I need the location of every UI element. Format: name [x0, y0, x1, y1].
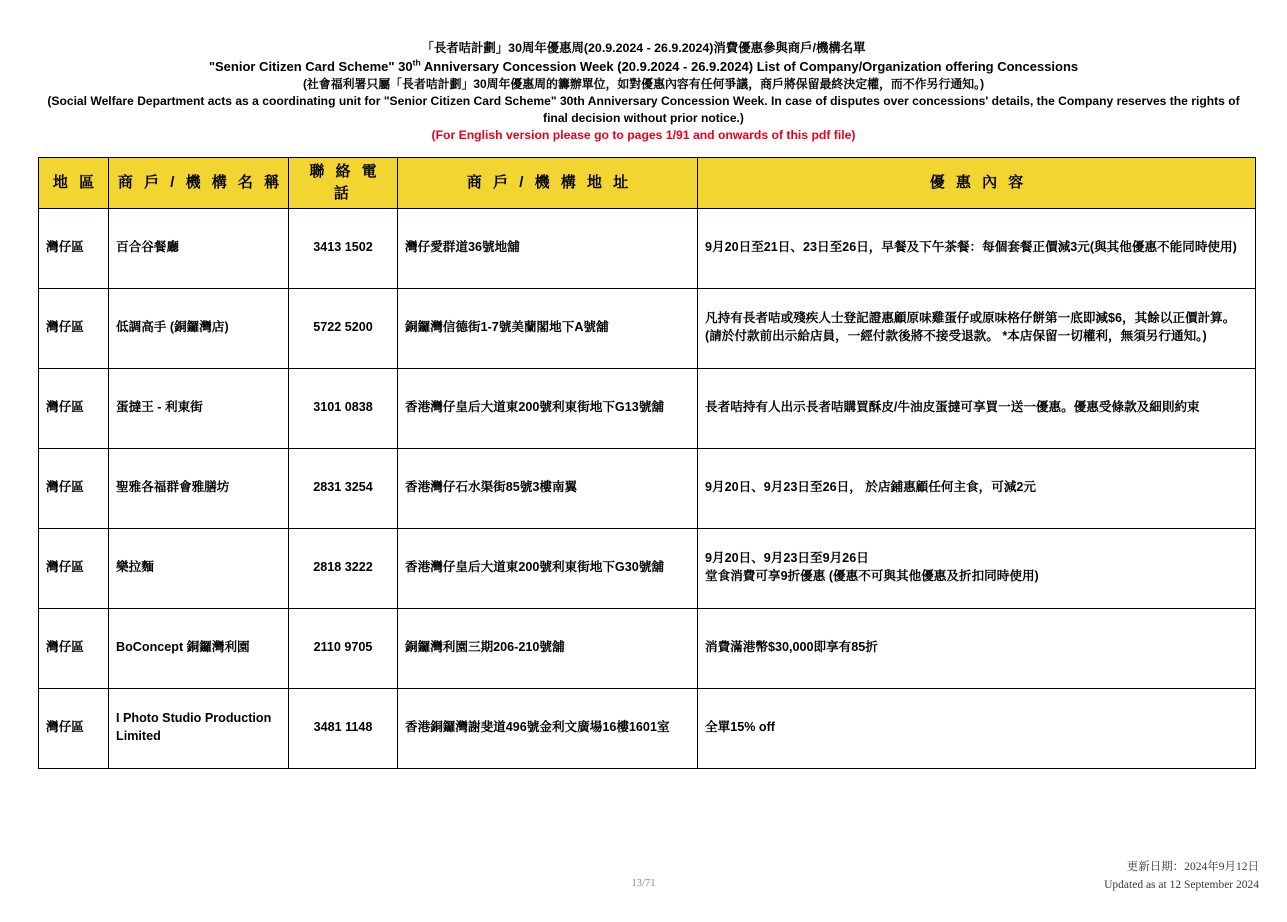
table-header-row [39, 157, 1256, 208]
cell-district: 灣仔區 [39, 448, 109, 528]
table-header [39, 157, 1256, 208]
concession-listing-table [38, 157, 1256, 769]
header-title-english [28, 58, 1259, 76]
cell-district: 灣仔區 [39, 368, 109, 448]
cell-address: 香港灣仔石水渠街85號3樓南翼 [398, 448, 698, 528]
cell-contact-phone: 3481 1148 [289, 688, 398, 768]
cell-district: 灣仔區 [39, 688, 109, 768]
table-row [39, 208, 1256, 288]
cell-offer-details: 長者咭持有人出示長者咭購買酥皮/牛油皮蛋撻可享買一送一優惠。優惠受條款及細則約束 [698, 368, 1256, 448]
column-header-contact-phone: 聯 絡 電 話 [289, 157, 398, 208]
table-row [39, 288, 1256, 368]
cell-company-name: 百合谷餐廳 [109, 208, 289, 288]
cell-company-name: 樂拉麵 [109, 528, 289, 608]
header-note-english-version-link: (For English version please go to pages 1/91 and onwards of this pdf file) [431, 128, 856, 143]
header-title-english-before: "Senior Citizen Card Scheme" 30 [208, 58, 413, 74]
column-header-address: 商 戶 / 機 構 地 址 [398, 157, 698, 208]
cell-offer-details: 9月20日、9月23日至26日， 於店鋪惠顧任何主食，可減2元 [698, 448, 1256, 528]
header-note-chinese: (社會福利署只屬「長者咭計劃」30周年優惠周的籌辦單位，如對優惠內容有任何爭議，商戶將保留最終決定權，而不作另行通知。) [302, 77, 985, 92]
cell-company-name: BoConcept 銅鑼灣利園 [109, 608, 289, 688]
table-row [39, 608, 1256, 688]
document-header [0, 0, 1287, 145]
listing-table-container [38, 157, 1257, 769]
cell-address: 香港灣仔皇后大道東200號利東街地下G13號舖 [398, 368, 698, 448]
cell-address: 香港灣仔皇后大道東200號利東街地下G30號舖 [398, 528, 698, 608]
cell-company-name: 低調高手 (銅鑼灣店) [109, 288, 289, 368]
cell-district: 灣仔區 [39, 288, 109, 368]
table-row [39, 448, 1256, 528]
cell-company-name: I Photo Studio Production Limited [109, 688, 289, 768]
cell-contact-phone: 3413 1502 [289, 208, 398, 288]
update-date-english: Updated as at 12 September 2024 [1104, 879, 1259, 892]
cell-company-name: 蛋撻王 - 利東街 [109, 368, 289, 448]
table-row [39, 528, 1256, 608]
cell-address: 銅鑼灣信德街1-7號美蘭閣地下A號舖 [398, 288, 698, 368]
table-row [39, 368, 1256, 448]
ordinal-suffix: th [412, 57, 421, 68]
table-body [39, 208, 1256, 768]
cell-district: 灣仔區 [39, 608, 109, 688]
header-title-english-after: Anniversary Concession Week (20.9.2024 - 26.9.2024) List of Company/Organization offering Concessions [420, 58, 1079, 74]
cell-offer-details: 凡持有長者咭或殘疾人士登記證惠顧原味雞蛋仔或原味格仔餅第一底即減$6，其餘以正價計算。 (請於付款前出示給店員，一經付款後將不接受退款。 *本店保留一切權利，無須另行通知。) [698, 288, 1256, 368]
cell-contact-phone: 3101 0838 [289, 368, 398, 448]
cell-contact-phone: 2818 3222 [289, 528, 398, 608]
column-header-company-name: 商 戶 / 機 構 名 稱 [109, 157, 289, 208]
update-stamp [1104, 858, 1259, 895]
document-footer [0, 850, 1287, 908]
cell-contact-phone: 2831 3254 [289, 448, 398, 528]
column-header-offer-details: 優 惠 內 容 [698, 157, 1256, 208]
cell-offer-details: 9月20日至21日、23日至26日，早餐及下午茶餐：每個套餐正價減3元(與其他優惠不能同時使用) [698, 208, 1256, 288]
page-number: 13/71 [631, 878, 656, 889]
header-title-chinese: 「長者咭計劃」30周年優惠周(20.9.2024 - 26.9.2024)消費優惠參與商戶/機構名單 [421, 41, 866, 55]
cell-offer-details: 9月20日、9月23日至9月26日 堂食消費可享9折優惠 (優惠不可與其他優惠及折扣同時使用) [698, 528, 1256, 608]
cell-address: 香港銅鑼灣謝斐道496號金利文廣場16樓1601室 [398, 688, 698, 768]
cell-contact-phone: 2110 9705 [289, 608, 398, 688]
cell-district: 灣仔區 [39, 208, 109, 288]
cell-district: 灣仔區 [39, 528, 109, 608]
column-header-district: 地 區 [39, 157, 109, 208]
cell-offer-details: 消費滿港幣$30,000即享有85折 [698, 608, 1256, 688]
table-row [39, 688, 1256, 768]
cell-contact-phone: 5722 5200 [289, 288, 398, 368]
update-date-chinese: 更新日期：2024年9月12日 [1126, 861, 1259, 873]
cell-company-name: 聖雅各福群會雅膳坊 [109, 448, 289, 528]
cell-offer-details: 全單15% off [698, 688, 1256, 768]
cell-address: 銅鑼灣利園三期206-210號舖 [398, 608, 698, 688]
cell-address: 灣仔愛群道36號地舖 [398, 208, 698, 288]
header-note-english: (Social Welfare Department acts as a coordinating unit for "Senior Citizen Card Scheme" 30th Anniversary Concession Week. In case of disputes over concessions' details, the Company reserves the rights of final decision without prior notice.) [47, 93, 1240, 126]
